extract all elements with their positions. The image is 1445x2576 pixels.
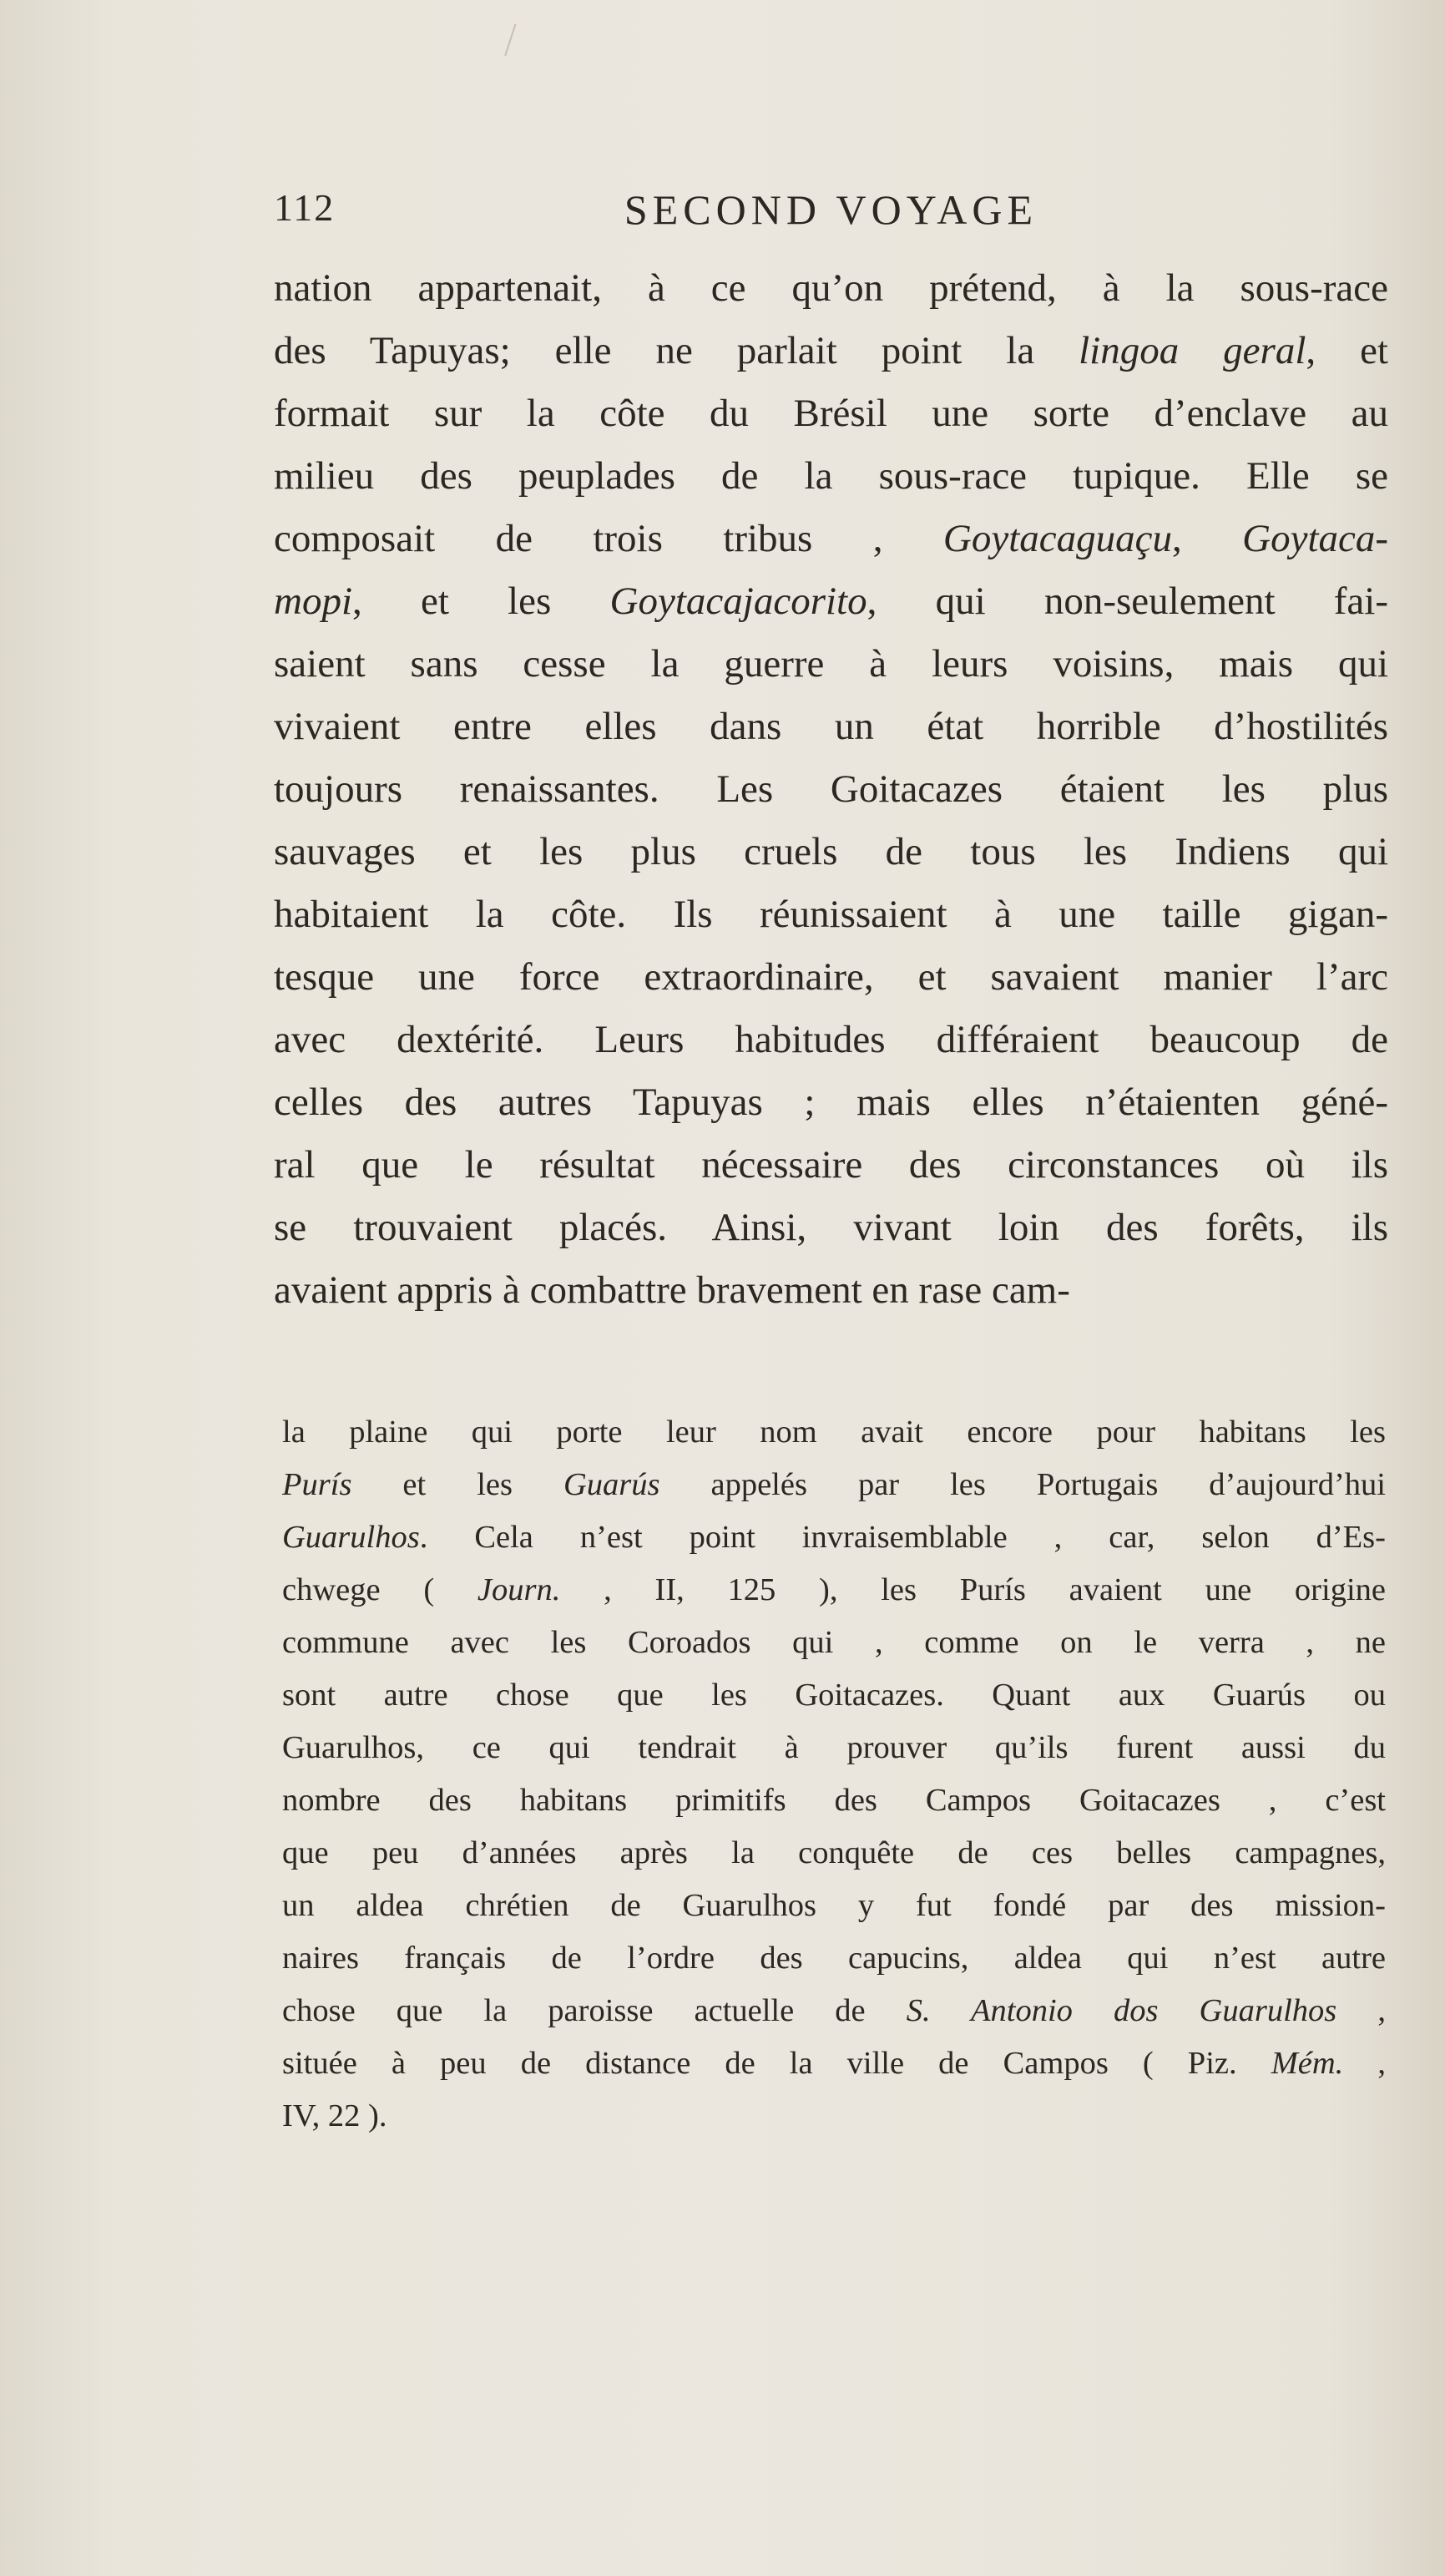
text-segment: appelés par les Portugais d’aujourd’hui bbox=[659, 1467, 1386, 1502]
text-line bbox=[274, 1071, 1388, 1134]
text-segment: située à peu de distance de la ville de Campos ( Piz. bbox=[282, 2046, 1271, 2081]
footnote-line bbox=[282, 1827, 1386, 1880]
footnote-line bbox=[282, 1406, 1386, 1459]
text-segment: la plaine qui porte leur nom avait encore pour habitans les bbox=[282, 1415, 1386, 1450]
italic-text: Goytacaguaçu bbox=[942, 517, 1172, 560]
text-line bbox=[274, 1197, 1388, 1259]
text-line bbox=[274, 320, 1388, 382]
text-segment: IV, 22 ). bbox=[282, 2098, 387, 2133]
text-segment: , et bbox=[1306, 329, 1388, 372]
text-line bbox=[274, 1259, 1388, 1322]
footnote-line bbox=[282, 1669, 1386, 1722]
text-segment: Guarulhos, ce qui tendrait à prouver qu’ils furent aussi du bbox=[282, 1730, 1386, 1765]
italic-text: Mém. bbox=[1271, 2046, 1344, 2081]
italic-text: S. Antonio dos Guarulhos bbox=[906, 1993, 1337, 2028]
text-segment: avaient appris à combattre bravement en rase cam- bbox=[274, 1268, 1070, 1312]
text-segment: chose que la paroisse actuelle de bbox=[282, 1993, 907, 2028]
italic-text: Goytacajacorito bbox=[609, 579, 867, 623]
text-line bbox=[274, 445, 1388, 508]
text-line bbox=[274, 821, 1388, 883]
text-segment: que peu d’années après la conquête de ces belles campagnes, bbox=[282, 1835, 1386, 1870]
footnote bbox=[282, 1406, 1386, 2143]
text-line bbox=[274, 570, 1388, 633]
text-segment: . Cela n’est point invraisemblable , car, selon d’Es- bbox=[419, 1520, 1386, 1555]
text-segment: nombre des habitans primitifs des Campos Goitacazes , c’est bbox=[282, 1783, 1386, 1818]
footnote-line bbox=[282, 2037, 1386, 2090]
text-line bbox=[274, 508, 1388, 570]
text-line bbox=[274, 883, 1388, 946]
text-segment: et les bbox=[351, 1467, 563, 1502]
italic-text: Guarulhos bbox=[282, 1520, 420, 1555]
footnote-line bbox=[282, 1617, 1386, 1669]
text-segment: sauvages et les plus cruels de tous les Indiens qui bbox=[274, 830, 1388, 873]
footnote-line bbox=[282, 1985, 1386, 2037]
text-segment: commune avec les Coroados qui , comme on le verra , ne bbox=[282, 1625, 1386, 1660]
text-segment: se trouvaient placés. Ainsi, vivant loin des forêts, ils bbox=[274, 1206, 1388, 1249]
italic-text: Guarús bbox=[563, 1467, 660, 1502]
text-line bbox=[274, 758, 1388, 821]
footnote-line bbox=[282, 2090, 1386, 2143]
text-segment: tesque une force extraordinaire, et savaient manier l’arc bbox=[274, 955, 1388, 999]
text-segment: , bbox=[1336, 1993, 1386, 2028]
text-segment: , bbox=[1171, 517, 1243, 560]
text-segment: formait sur la côte du Brésil une sorte d’enclave au bbox=[274, 392, 1388, 435]
italic-text: lingoa geral bbox=[1079, 329, 1306, 372]
text-line bbox=[274, 633, 1388, 696]
text-line bbox=[274, 1134, 1388, 1197]
footnote-line bbox=[282, 1880, 1386, 1932]
text-line bbox=[274, 946, 1388, 1009]
text-line bbox=[274, 696, 1388, 758]
text-segment: chwege ( bbox=[282, 1572, 477, 1607]
footnote-line bbox=[282, 1774, 1386, 1827]
page-header bbox=[274, 185, 1388, 244]
running-head: SECOND VOYAGE bbox=[624, 186, 1038, 233]
text-segment: vivaient entre elles dans un état horrible d’hostilités bbox=[274, 705, 1388, 748]
text-segment: nation appartenait, à ce qu’on prétend, à la sous-race bbox=[274, 266, 1388, 310]
text-line bbox=[274, 257, 1388, 320]
text-segment: des Tapuyas; elle ne parlait point la bbox=[274, 329, 1079, 372]
italic-text: mopi bbox=[274, 579, 352, 623]
text-segment: un aldea chrétien de Guarulhos y fut fondé par des mission- bbox=[282, 1888, 1386, 1923]
footnote-line bbox=[282, 1511, 1386, 1564]
text-segment: , qui non-seulement fai- bbox=[866, 579, 1388, 623]
text-segment: composait de trois tribus , bbox=[274, 517, 943, 560]
footnote-line bbox=[282, 1459, 1386, 1511]
text-segment: ral que le résultat nécessaire des circonstances où ils bbox=[274, 1143, 1388, 1187]
paper-mark bbox=[504, 24, 528, 60]
text-line bbox=[274, 1009, 1388, 1071]
text-segment: saient sans cesse la guerre à leurs voisins, mais qui bbox=[274, 642, 1388, 686]
text-segment: celles des autres Tapuyas ; mais elles n’étaienten géné- bbox=[274, 1081, 1388, 1124]
italic-text: Purís bbox=[282, 1467, 352, 1502]
page-number: 112 bbox=[274, 186, 336, 229]
text-segment: , bbox=[1343, 2046, 1387, 2081]
text-line bbox=[274, 382, 1388, 445]
text-segment: , et les bbox=[352, 579, 610, 623]
main-text bbox=[274, 257, 1388, 1322]
text-segment: , II, 125 ), les Purís avaient une origine bbox=[560, 1572, 1386, 1607]
italic-text: Journ. bbox=[477, 1572, 561, 1607]
text-segment: toujours renaissantes. Les Goitacazes étaient les plus bbox=[274, 767, 1388, 811]
text-segment: avec dextérité. Leurs habitudes différaient beaucoup de bbox=[274, 1018, 1388, 1061]
italic-text: Goytaca- bbox=[1242, 517, 1389, 560]
text-segment: naires français de l’ordre des capucins, aldea qui n’est autre bbox=[282, 1941, 1386, 1976]
footnote-line bbox=[282, 1932, 1386, 1985]
text-segment: sont autre chose que les Goitacazes. Quant aux Guarús ou bbox=[282, 1678, 1386, 1713]
text-segment: habitaient la côte. Ils réunissaient à une taille gigan- bbox=[274, 893, 1388, 936]
footnote-line bbox=[282, 1722, 1386, 1774]
text-segment: milieu des peuplades de la sous-race tupique. Elle se bbox=[274, 454, 1388, 498]
footnote-line bbox=[282, 1564, 1386, 1617]
